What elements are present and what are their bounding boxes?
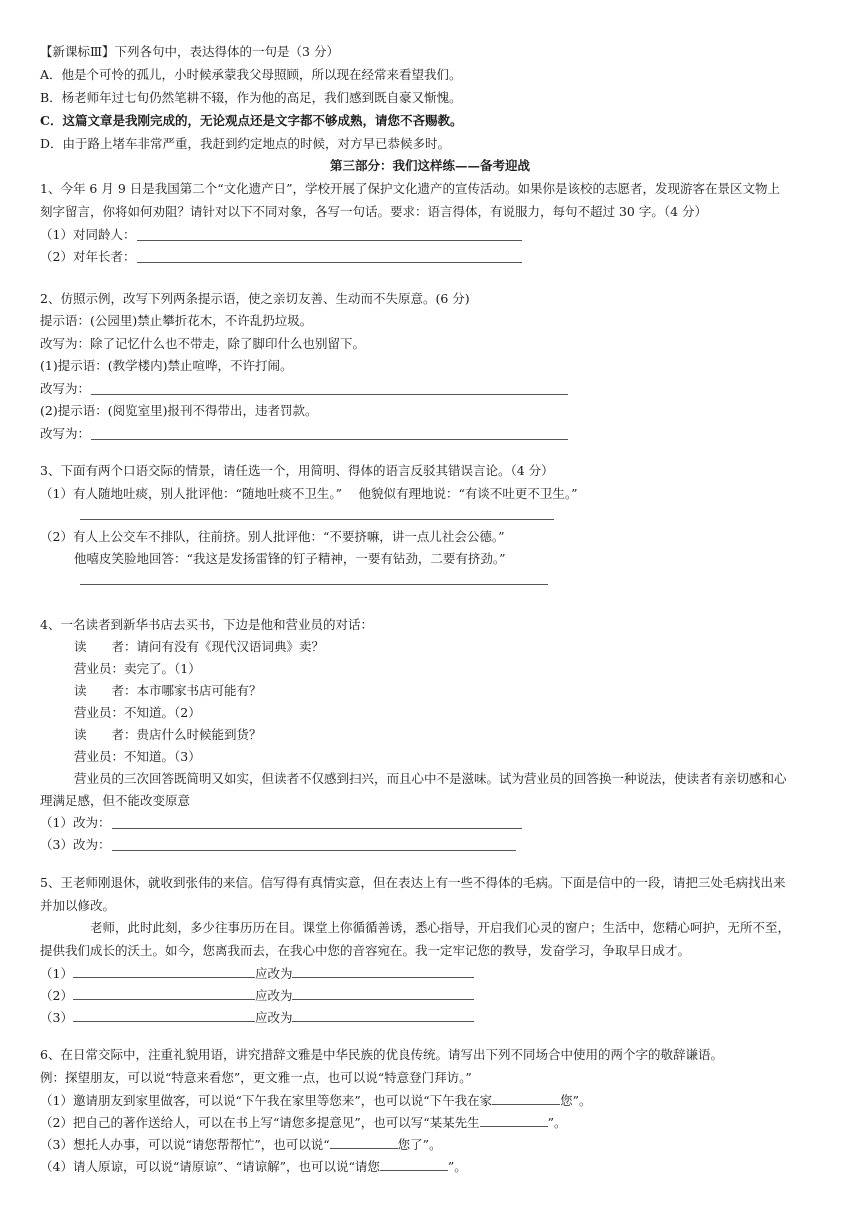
q4-answer-line-1[interactable] [112,828,522,829]
q5-blank-error-3[interactable] [73,1008,255,1022]
q5-blank-fix-3[interactable] [292,1008,474,1022]
q4-dialog-2: 营业员：卖完了。（1） [74,661,201,676]
q6-example: 例：探望朋友，可以说“特意来看您”，更文雅一点，也可以说“特意登门拜访。” [40,1070,472,1085]
option-a: A．他是个可怜的孤儿，小时候承蒙我父母照顾，所以现在经常来看望我们。 [40,67,462,82]
q6-item-2-end: ”。 [547,1115,567,1130]
q6-item-1-text: （1）邀请朋友到家里做客，可以说“下午我在家里等您来”，也可以说“下午我在家 [40,1093,493,1108]
q3-scene-2-reply: 他嘻皮笑脸地回答：“我这是发扬雷锋的钉子精神，一要有钻劲，二要有挤劲。” [74,551,506,566]
option-c: C．这篇文章是我刚完成的，无论观点还是文字都不够成熟，请您不吝赐教。 [40,113,463,128]
q5-fix-row-3 [40,1008,474,1027]
q2-example-1: 提示语：(公园里)禁止攀折花木，不许乱扔垃圾。 [40,313,313,328]
q2-rewrite-label-1: 改写为： [40,381,91,396]
q4-dialog-5: 读 者：贵店什么时候能到货？ [74,727,262,742]
q6-line1: 6、在日常交际中，注重礼貌用语，讲究措辞文雅是中华民族的优良传统。请写出下列不同场合中使用的两个字的敬辞谦语。 [40,1047,723,1062]
q6-item-3-end: 您了”。 [397,1137,442,1152]
q5-blank-fix-1[interactable] [292,964,474,978]
option-b: B．杨老师年过七旬仍然笔耕不辍，作为他的高足，我们感到既自豪又惭愧。 [40,90,462,105]
q6-item-2-text: （2）把自己的著作送给人，可以在书上写“请您多提意见”，也可以写“某某先生 [40,1115,480,1130]
q4-answer-label-1: （1）改为： [40,815,111,830]
q2-answer-line-2[interactable] [91,439,568,440]
q2-example-2: 改写为：除了记忆什么也不带走，除了脚印什么也别留下。 [40,336,366,351]
q5-letter-1: 老师，此时此刻，多少往事历历在目。课堂上你循循善诱，悉心指导，开启我们心灵的窗户；生活中，您精心呵护，无所不至， [90,920,791,935]
q4-answer-line-3[interactable] [112,850,516,851]
q6-item-4-end: ”。 [447,1159,467,1174]
q5-change-label: 应改为 [254,966,293,981]
q5-blank-error-1[interactable] [73,964,255,978]
section-title: 第三部分：我们这样练——备考迎战 [329,158,530,173]
q5-fix-number: （3） [40,1010,73,1025]
q1-prompt-2: （2）对年长者： [40,249,136,264]
q3-scene-2: （2）有人上公交车不排队，往前挤。别人批评他：“不要挤嘛，讲一点儿社会公德。” [40,529,505,544]
option-d: D．由于路上堵车非常严重，我赶到约定地点的时候，对方早已恭候多时。 [40,136,451,151]
q5-change-label: 应改为 [254,1010,293,1025]
q4-dialog-6: 营业员：不知道。（3） [74,749,201,764]
q1-answer-line-1[interactable] [137,240,522,241]
q6-blank-1[interactable] [492,1091,560,1105]
q5-blank-fix-2[interactable] [292,986,474,1000]
q6-blank-4[interactable] [380,1157,448,1171]
q1-prompt-1: （1）对同龄人： [40,227,136,242]
q4-answer-label-3: （3）改为： [40,837,111,852]
q5-fix-row-1 [40,964,474,983]
q3-scene-1: （1）有人随地吐痰，别人批评他：“随地吐痰不卫生。” 他貌似有理地说：“有谈不吐更不卫生。” [40,486,578,501]
q3-answer-line-1[interactable] [80,519,554,520]
q5-blank-error-2[interactable] [73,986,255,1000]
q1-answer-line-2[interactable] [137,262,522,263]
q6-item-4 [40,1157,467,1176]
q3-line1: 3、下面有两个口语交际的情景，请任选一个，用简明、得体的语言反驳其错误言论。（4 分） [40,463,554,478]
q4-dialog-1: 读 者：请问有没有《现代汉语词典》卖？ [74,639,325,654]
q5-line1: 5、王老师刚退休，就收到张伟的来信。信写得有真情实意，但在表达上有一些不得体的毛病。下面是信中的一段，请把三处毛病找出来 [40,875,786,890]
intro-header: 【新课标Ⅲ】下列各句中，表达得体的一句是（3 分） [40,44,339,59]
q6-item-1 [40,1091,592,1110]
q2-sign-1: (1)提示语：(教学楼内)禁止喧哗，不许打闹。 [40,358,293,373]
q5-letter-2: 提供我们成长的沃土。如今，您离我而去，在我心中您的音容宛在。我一定牢记您的教导，发奋学习，争取早日成才。 [40,943,691,958]
q4-dialog-3: 读 者：本市哪家书店可能有？ [74,683,262,698]
q1-line1: 1、今年 6 月 9 日是我国第二个“文化遗产日”，学校开展了保护文化遗产的宣传活动。如果你是该校的志愿者，发现游客在景区文物上 [40,181,781,196]
q6-blank-3[interactable] [330,1135,398,1149]
q6-item-2 [40,1113,567,1132]
q5-line2: 并加以修改。 [40,898,116,913]
q6-item-3-text: （3）想托人办事，可以说“请您帮帮忙”，也可以说“ [40,1137,330,1152]
q2-line1: 2、仿照示例，改写下列两条提示语，使之亲切友善、生动而不失原意。(6 分) [40,291,470,306]
q5-change-label: 应改为 [254,988,293,1003]
q1-line2: 刻字留言，你将如何劝阻？请针对以下不同对象，各写一句话。要求：语言得体，有说服力，每句不超过 30 字。（4 分） [40,204,708,219]
q6-item-1-end: 您”。 [560,1093,592,1108]
q2-sign-2: (2)提示语：(阅览室里)报刊不得带出，违者罚款。 [40,403,318,418]
q6-item-3 [40,1135,442,1154]
q5-fix-number: （2） [40,988,73,1003]
q4-paragraph-2: 理满足感，但不能改变原意 [40,793,191,808]
q4-line1: 4、一名读者到新华书店去买书，下边是他和营业员的对话： [40,617,373,632]
q4-dialog-4: 营业员：不知道。（2） [74,705,201,720]
q5-fix-number: （1） [40,966,73,981]
q2-rewrite-label-2: 改写为： [40,426,91,441]
q5-fix-row-2 [40,986,474,1005]
q4-paragraph-1: 营业员的三次回答既简明又如实，但读者不仅感到扫兴，而且心中不是滋味。试为营业员的回答换一种说法，使读者有亲切感和心 [74,771,787,786]
q3-answer-line-2[interactable] [80,584,548,585]
q6-item-4-text: （4）请人原谅，可以说“请原谅”、“请谅解”，也可以说“请您 [40,1159,380,1174]
q2-answer-line-1[interactable] [91,394,568,395]
q6-blank-2[interactable] [480,1113,548,1127]
